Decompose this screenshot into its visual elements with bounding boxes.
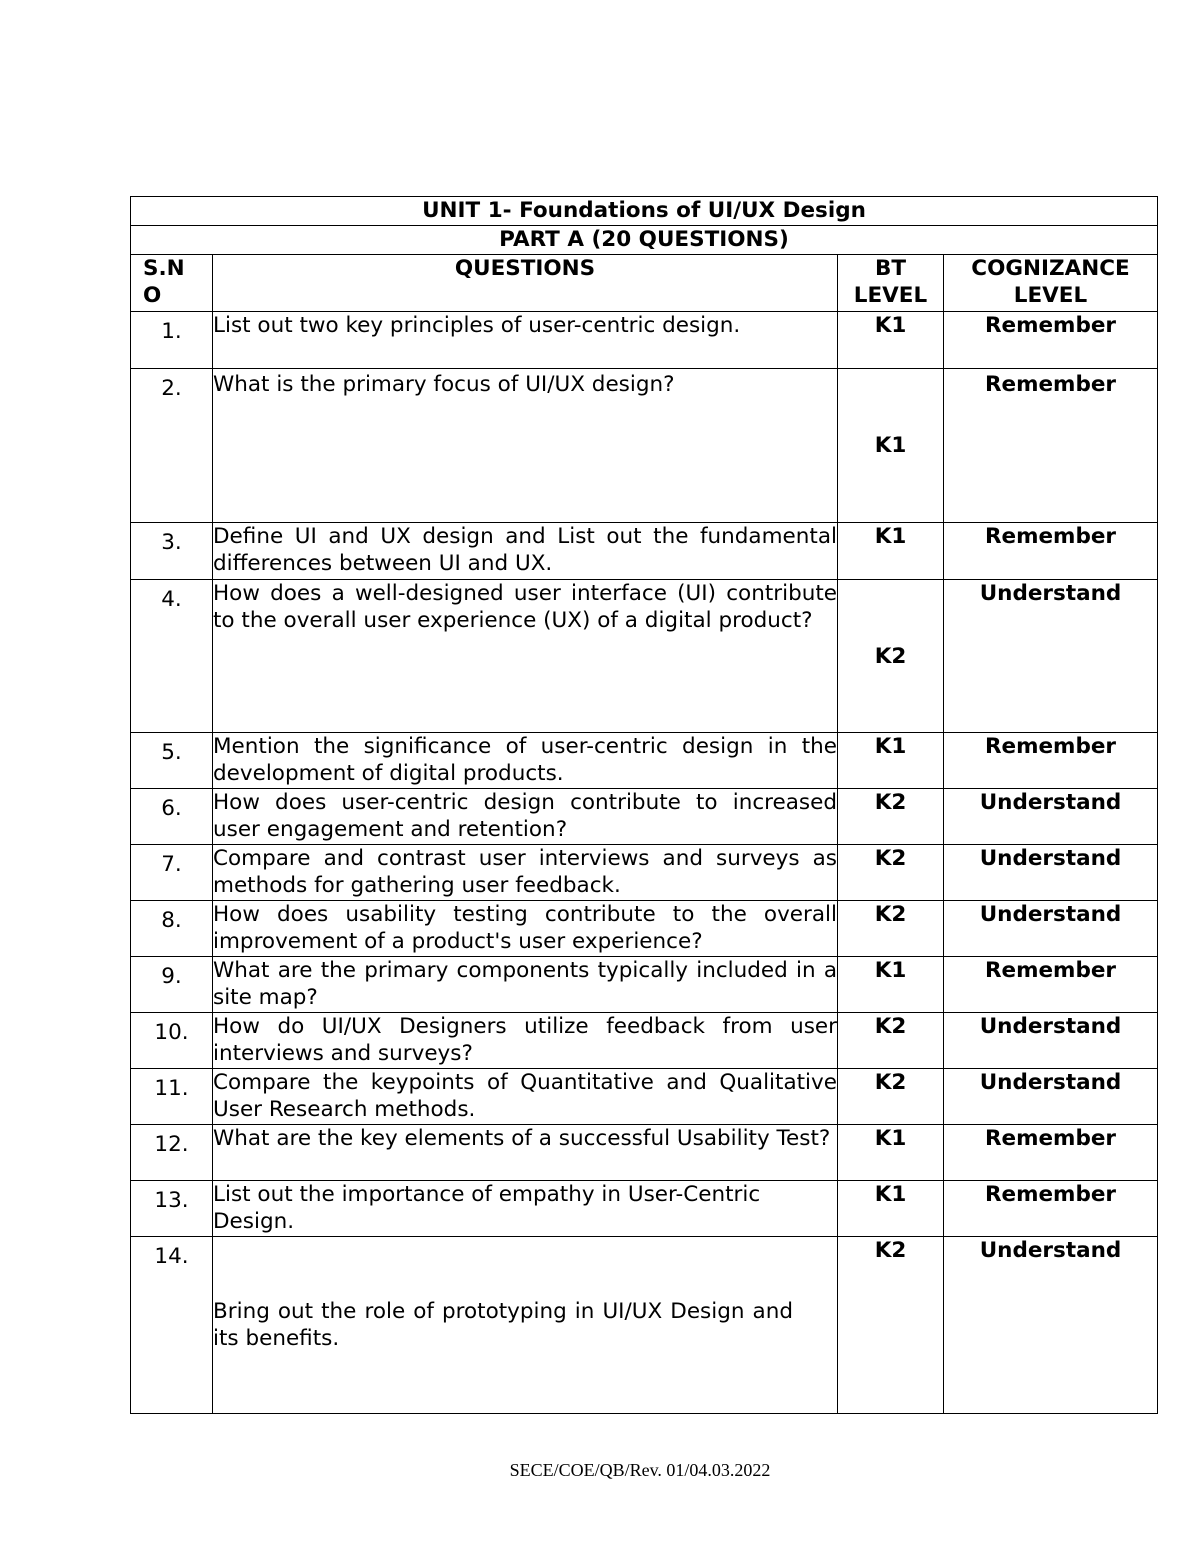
cognizance-level: Remember bbox=[944, 733, 1158, 789]
table-row bbox=[131, 733, 1158, 789]
cognizance-level: Remember bbox=[944, 957, 1158, 1013]
row-number: 6. bbox=[161, 796, 182, 821]
bt-level: K1 bbox=[838, 957, 944, 1013]
row-number: 2. bbox=[161, 376, 182, 401]
cognizance-level: Understand bbox=[944, 1237, 1158, 1414]
cognizance-level: Remember bbox=[944, 1181, 1158, 1237]
bt-level: K2 bbox=[838, 1013, 944, 1069]
bt-level: K1 bbox=[838, 369, 944, 523]
bt-level: K1 bbox=[838, 1125, 944, 1181]
cognizance-level: Remember bbox=[944, 312, 1158, 369]
table-row bbox=[131, 369, 1158, 523]
cognizance-level: Remember bbox=[944, 369, 1158, 523]
row-number: 5. bbox=[161, 740, 182, 765]
bt-level: K2 bbox=[838, 1237, 944, 1414]
part-title: PART A (20 QUESTIONS) bbox=[131, 226, 1158, 255]
bt-level: K2 bbox=[838, 1069, 944, 1125]
row-number: 3. bbox=[161, 530, 182, 555]
question-text: Compare and contrast user interviews and surveys as methods for gathering user feedback. bbox=[213, 845, 838, 901]
cognizance-level: Understand bbox=[944, 901, 1158, 957]
cognizance-level: Understand bbox=[944, 1069, 1158, 1125]
table-row bbox=[131, 1181, 1158, 1237]
table-row bbox=[131, 1013, 1158, 1069]
header-questions: QUESTIONS bbox=[213, 255, 838, 312]
question-text: Compare the keypoints of Quantitative and Qualitative User Research methods. bbox=[213, 1069, 838, 1125]
document-footer: SECE/COE/QB/Rev. 01/04.03.2022 bbox=[509, 1460, 771, 1480]
table-row bbox=[131, 901, 1158, 957]
question-text: List out two key principles of user-centric design. bbox=[213, 312, 838, 369]
bt-level: K1 bbox=[838, 1181, 944, 1237]
cognizance-level: Understand bbox=[944, 789, 1158, 845]
bt-level: K1 bbox=[838, 733, 944, 789]
row-number: 9. bbox=[161, 964, 182, 989]
question-bank-table bbox=[130, 196, 1158, 1414]
question-text: Bring out the role of prototyping in UI/UX Design and its benefits. bbox=[213, 1237, 838, 1414]
table-row bbox=[131, 312, 1158, 369]
bt-level: K2 bbox=[838, 845, 944, 901]
question-text: How does usability testing contribute to the overall improvement of a product's user experience? bbox=[213, 901, 838, 957]
bt-level: K1 bbox=[838, 523, 944, 580]
bt-level: K2 bbox=[838, 789, 944, 845]
table-row bbox=[131, 845, 1158, 901]
question-text: Define UI and UX design and List out the fundamental differences between UI and UX. bbox=[213, 523, 838, 580]
table-row bbox=[131, 789, 1158, 845]
cognizance-level: Understand bbox=[944, 845, 1158, 901]
header-sno: S.N O bbox=[131, 255, 213, 312]
question-text: List out the importance of empathy in User-Centric Design. bbox=[213, 1181, 838, 1237]
table-row bbox=[131, 1069, 1158, 1125]
question-text: How do UI/UX Designers utilize feedback from user interviews and surveys? bbox=[213, 1013, 838, 1069]
cognizance-level: Understand bbox=[944, 580, 1158, 733]
question-text: Mention the significance of user-centric design in the development of digital products. bbox=[213, 733, 838, 789]
bt-level: K2 bbox=[838, 901, 944, 957]
row-number: 4. bbox=[161, 587, 182, 612]
table-row bbox=[131, 957, 1158, 1013]
question-text: What is the primary focus of UI/UX design? bbox=[213, 369, 838, 523]
question-text: How does user-centric design contribute to increased user engagement and retention? bbox=[213, 789, 838, 845]
cognizance-level: Remember bbox=[944, 523, 1158, 580]
unit-title: UNIT 1- Foundations of UI/UX Design bbox=[131, 197, 1158, 226]
row-number: 12. bbox=[154, 1132, 189, 1157]
row-number: 14. bbox=[154, 1244, 189, 1269]
row-number: 8. bbox=[161, 908, 182, 933]
bt-level: K2 bbox=[838, 580, 944, 733]
question-text: How does a well-designed user interface (UI) contribute to the overall user experience (UX) of a digital product? bbox=[213, 580, 838, 733]
table-row bbox=[131, 580, 1158, 733]
header-cognizance-level: COGNIZANCE LEVEL bbox=[944, 255, 1158, 312]
row-number: 13. bbox=[154, 1188, 189, 1213]
row-number: 10. bbox=[154, 1020, 189, 1045]
question-text: What are the key elements of a successful Usability Test? bbox=[213, 1125, 838, 1181]
row-number: 11. bbox=[154, 1076, 189, 1101]
header-bt-level: BT LEVEL bbox=[838, 255, 944, 312]
cognizance-level: Remember bbox=[944, 1125, 1158, 1181]
cognizance-level: Understand bbox=[944, 1013, 1158, 1069]
table-row bbox=[131, 523, 1158, 580]
table-row bbox=[131, 1237, 1158, 1414]
row-number: 7. bbox=[161, 852, 182, 877]
row-number: 1. bbox=[161, 319, 182, 344]
table-row bbox=[131, 1125, 1158, 1181]
bt-level: K1 bbox=[838, 312, 944, 369]
question-text: What are the primary components typically included in a site map? bbox=[213, 957, 838, 1013]
